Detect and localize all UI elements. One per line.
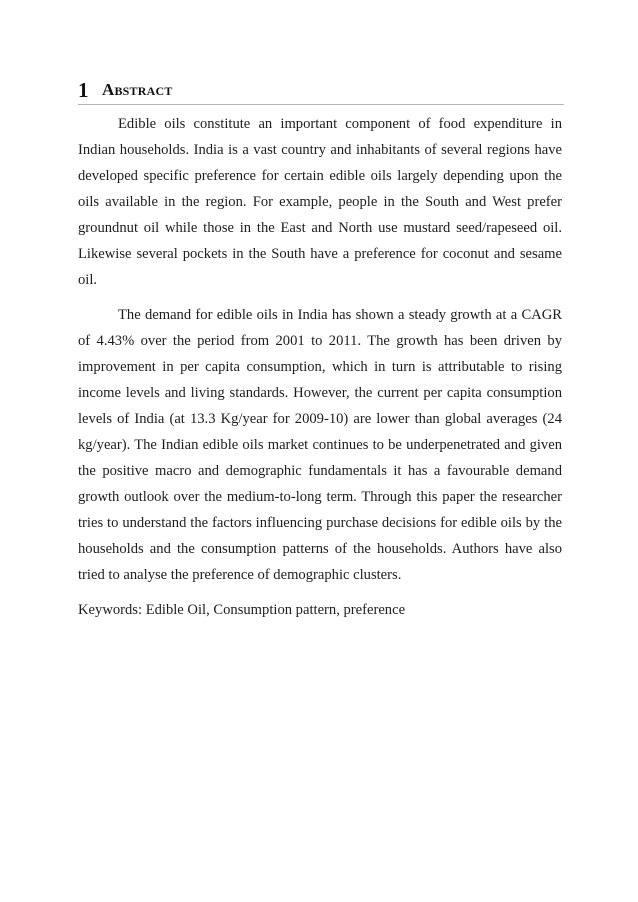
abstract-paragraph-1: Edible oils constitute an important component of food expenditure in Indian households. India is a vast country and inhabitants of several regions have developed specific preference for certain edible oils largely depending upon the oils available in the region. For example, people in the South and West prefer groundnut oil while those in the East and North use mustard seed/rapeseed oil. Likewise several pockets in the South have a preference for coconut and sesame oil.	[78, 116, 562, 288]
abstract-body	[78, 111, 562, 623]
section-title: Abstract	[102, 80, 173, 99]
section-number: 1	[78, 78, 89, 102]
abstract-paragraph-2: The demand for edible oils in India has shown a steady growth at a CAGR of 4.43% over the period from 2001 to 2011. The growth has been driven by improvement in per capita consumption, which in turn is attributable to rising income levels and living standards. However, the current per capita consumption levels of India (at 13.3 Kg/year for 2009-10) are lower than global averages (24 kg/year). The Indian edible oils market continues to be underpenetrated and given the positive macro and demographic fundamentals it has a favourable demand growth outlook over the medium-to-long term. Through this paper the researcher tries to understand the factors influencing purchase decisions for edible oils by the households and the consumption patterns of the households. Authors have also tried to analyse the preference of demographic clusters.	[78, 307, 562, 583]
section-heading	[78, 78, 564, 105]
keywords-line: Keywords: Edible Oil, Consumption pattern, preference	[78, 602, 406, 618]
